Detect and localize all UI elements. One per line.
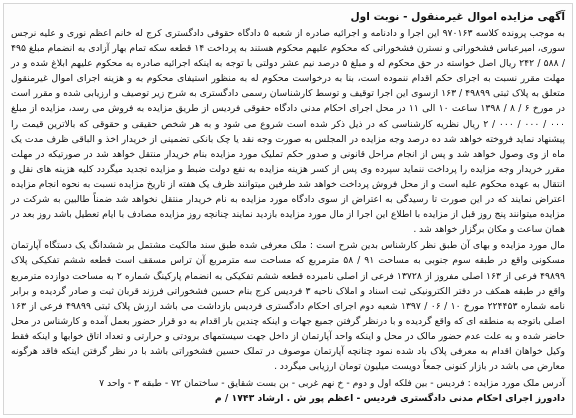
auction-notice: [3, 3, 573, 415]
notice-paragraph-property: مال مورد مزایده و بهای آن طبق نظر کارشناس بدین شرح است : ملک معرفی شده طبق سند مالکیت مشتمل بر ششدانگ یک دستگاه آپارتمان مسکونی واقع در طبقه سوم جنوبی به مساحت ۹۱ / ۵۸ مترمربع که مساحت سه مترمربع آن تراس مسقف است قطعه ششم تفکیکی پلاک ۴۹۸۹۹ فرعی از ۱۶۳ اصلی مفروز از ۱۳۷۲۸ فرعی از اصلی نامبرده قطعه ششم تفکیکی به انضمام پارکینگ شماره ۲ به مساحت دوازده مترمربع واقع در طبقه همکف در دفتر الکترونیکی ثبت اسناد و املاک ناحیه ۳ فردیس کرج بنام حسین فشخوراتی فرزند قربان ثبت و صادر گردیده و برابر نامه شماره ۲۲۴۴۵۳ مورخ ۱۰ / ۰۶ / ۱۳۹۷ شعبه دوم اجرای احکام دادگستری فردیس بازداشت می باشد ارزش پلاک ثبتی ۴۹۸۹۹ فرعی از ۱۶۳ اصلی باتوجه به منطقه ای که واقع گردیده و با درنظر گرفتن جمیع جهات و اینکه چندین بار اقدام به دو قرار حضور بعمل آمده و کارشناس در محل حاضر شده و به علت عدم حضور مالک در محل و اینکه واحد آپارتمان از داخل جهت سیستمهای برودتی و حرارتی و تعداد اتاق خوابها و اینکه فقط وکیل خواهان اقدام به معرفی پلاک باد شده نمود چنانچه آپارتمان موصوف در تملک حسین فشخوراتی باشد با در نظر گرفتن اینکه فاقد هرگونه معارض می باشد در بازار کنونی جمعاً دویست میلیون تومان ارزیابی میگردد .: [11, 240, 565, 373]
issuer-signature: دادورز اجرای احکام مدنی دادگستری فردیس - اعظم پور ش . ارشاد ۱۷۴۳ / م: [214, 393, 565, 405]
notice-paragraph-terms: به موجب پرونده کلاسه ۹۷۰۱۶۳ این اجرا و دادنامه و اجرائیه صادره از شعبه ۵ دادگاه حقوقی دادگستری کرج له خانم اعظم نوری و علیه نرجس سوری، امیرعباس فشخوراتی و نسترن فشخوراتی که محکوم علیهم محکوم هستند به پرداخت ۱۴ قطعه سکه تمام بهار آزادی به انضمام مبلغ ۴۹۵ / ۵۸۸ / ۲۴۲ ریال اصل خواسته در حق محکوم له و مبلغ ۵ درصد نیم عشر دولتی با توجه به اینکه اجرائیه صادره به محکوم علیهم ابلاغ شده و در مهلت مقرر نسبت به اجرای حکم اقدام ننموده است، بنا به درخواست محکوم له به منظور استیفای محکوم به و هزینه اجرای اموال غیرمنقول متعلق به پلاک ثبتی ۴۹۸۹۹ / ۱۶۳ ازسوی این اجرا توقیف و توسط کارشناسان رسمی دادگستری به شرح زیر توصیف و ارزیابی شده و مقرر است در مورخ ۶ / ۸ / ۱۳۹۸ ساعت ۱۰ الی ۱۱ در محل اجرای احکام مدنی دادگاه حقوقی فردیس از طریق مزایده به فروش می رسد، مزایده از مبلغ ۰۰۰ / ۰۰۰ / ۰۰۰ / ۲ ریال نظریه کارشناسی که در ذیل ذکر شده است شروع می شود و به هر شخص حقیقی و حقوقی که بالاترین قیمت را پیشنهاد نماید فروخته خواهد شد ده درصد وجه مزایده در المجلس به صورت وجه نقد یا چک بانکی تضمینی از خریدار اخذ و الباقی ظرف مدت یک ماه از وی وصول خواهد شد و پس از انجام مراحل قانونی و صدور حکم تملیک مورد مزایده بنام خریدار منتقل خواهد شد در صورتیکه در مهلت مقرر خریدار وجه مزایده را پرداخت ننماید سپرده وی پس از کسر هزینه مزایده به نفع دولت ضبط و مزایده تجدید میگردد کلیه هزینه های نقل و انتقال به عهده محکوم علیه است و از محل فروش پرداخت خواهد شد طرفین میتوانند ظرف یک هفته از تاریخ مزایده نسبت به نحوه انجام مزایده اعتراض نمایند که در این صورت تا رسیدگی به اعتراض از سوی دادگاه مورد مزایده به نام خریدار منتقل نخواهد شد ضمناً طالبین به شرکت در مزایده میتوانند پنج روز قبل از مزایده با اطلاع این اجرا از مال مورد مزایده بازدید نمایند چنانچه روز مزایده مصادف با ایام تعطیل باشد روز بعد در همان ساعت و مکان برگزار خواهد شد .: [11, 28, 566, 236]
notice-title: آگهی مزایده اموال غیرمنقول - نوبت اول: [350, 11, 565, 23]
property-address: آدرس ملک مورد مزایده : فردیس - بین فلکه اول و دوم - خ نهم غربی - بن بست شقایق - ساختمان ۷۲ - طبقه ۳ - واحد ۷: [99, 378, 565, 390]
